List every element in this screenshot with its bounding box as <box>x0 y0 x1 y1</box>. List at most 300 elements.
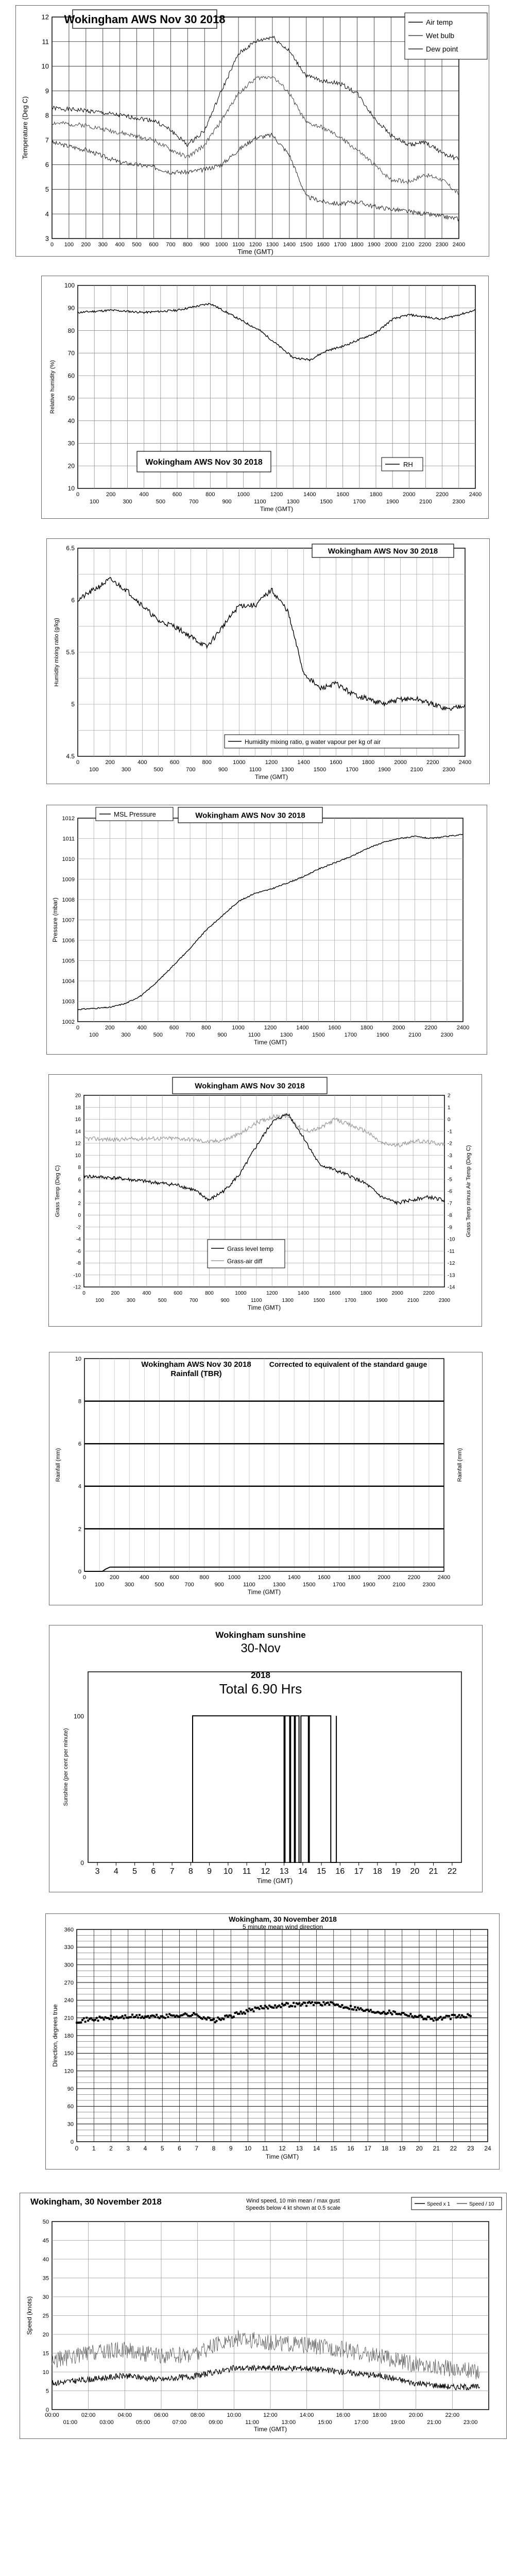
x-tick-label: 15 <box>317 1867 327 1876</box>
direction-point <box>293 2002 295 2004</box>
y-tick-label: 0 <box>78 1568 81 1575</box>
x-tick-label: 900 <box>217 1032 227 1038</box>
y-tick-label: -6 <box>76 1248 81 1255</box>
series-line-speed-mean <box>52 2365 479 2390</box>
x-tick-label: 21:00 <box>427 2419 441 2426</box>
x-axis-label: Time (GMT) <box>254 773 288 781</box>
x-tick-label: 00:00 <box>45 2412 59 2418</box>
legend-label: Grass-air diff <box>227 1258 263 1265</box>
x-tick-label: 1200 <box>249 242 262 248</box>
chart-title: Wokingham AWS Nov 30 2018 <box>64 12 226 26</box>
x-tick-label: 2200 <box>436 492 449 498</box>
chart-title: Wokingham, 30 November 2018 <box>229 1915 337 1923</box>
series-line-sunshine <box>193 1716 336 1862</box>
x-tick-label: 19 <box>399 2145 406 2152</box>
y-tick-label: 1006 <box>62 937 75 944</box>
x-tick-label: 2000 <box>394 759 407 766</box>
x-tick-label: 2100 <box>402 242 415 248</box>
x-tick-label: 9 <box>207 1867 212 1876</box>
direction-point <box>205 2019 208 2021</box>
direction-point <box>354 2006 356 2008</box>
direction-point <box>459 2016 461 2019</box>
y-tick-label: 20 <box>67 462 75 470</box>
y-tick-label: 50 <box>67 395 75 402</box>
x-tick-label: 21 <box>428 1867 438 1876</box>
x-tick-label: 5 <box>160 2145 164 2152</box>
y-tick-label: 4 <box>78 1189 81 1195</box>
x-tick-label: 2300 <box>440 1032 454 1038</box>
direction-point <box>97 2020 99 2022</box>
x-tick-label: 1300 <box>282 1298 294 1303</box>
direction-point <box>94 2019 96 2021</box>
direction-point <box>238 2013 241 2015</box>
direction-point <box>353 2009 355 2011</box>
x-tick-label: 200 <box>81 242 91 248</box>
y-tick-label: 30 <box>67 439 75 447</box>
x-tick-label: 600 <box>169 1025 179 1031</box>
x-tick-label: 1000 <box>235 1291 247 1296</box>
pressure-chart-frame <box>46 805 487 1055</box>
x-tick-label: 500 <box>158 1298 167 1303</box>
y-tick-label: 40 <box>67 417 75 425</box>
direction-point <box>213 2018 215 2020</box>
x-tick-label: 800 <box>183 242 193 248</box>
direction-point <box>222 2018 225 2020</box>
x-tick-label: 18 <box>381 2145 389 2152</box>
x-tick-label: 13 <box>279 1867 289 1876</box>
x-tick-label: 0 <box>76 492 80 498</box>
x-tick-label: 2300 <box>452 499 466 505</box>
direction-point <box>109 2018 111 2020</box>
direction-point <box>294 2006 296 2008</box>
direction-point <box>305 2005 307 2007</box>
y-tick-label: 60 <box>67 372 75 380</box>
direction-point <box>454 2014 456 2016</box>
x-tick-label: 1700 <box>353 499 366 505</box>
direction-point <box>240 2011 242 2013</box>
x-tick-label: 22 <box>447 1867 457 1876</box>
y-tick-label: 6 <box>71 597 75 604</box>
x-tick-label: 200 <box>106 492 116 498</box>
direction-point <box>156 2014 158 2016</box>
y-tick-label: 10 <box>75 1153 81 1159</box>
x-tick-label: 2200 <box>423 1291 435 1296</box>
x-tick-label: 1100 <box>251 1298 262 1303</box>
y-tick-label-right: -2 <box>448 1141 452 1147</box>
y-tick-label: 1012 <box>62 815 75 822</box>
direction-point <box>230 2015 232 2017</box>
direction-point <box>111 2018 113 2020</box>
x-tick-label: 1500 <box>303 1582 316 1588</box>
x-tick-label: 12 <box>261 1867 270 1876</box>
x-tick-label: 1900 <box>378 767 391 773</box>
relative-humidity-chart <box>42 276 488 518</box>
x-tick-label: 300 <box>125 1582 134 1588</box>
y-tick-label: 150 <box>64 2050 74 2057</box>
x-tick-label: 700 <box>185 1032 195 1038</box>
x-tick-label: 1800 <box>369 492 383 498</box>
x-tick-label: 0 <box>50 242 54 248</box>
chart-subtitle: 30-Nov <box>241 1641 281 1655</box>
y-tick-label-right: -1 <box>448 1129 452 1135</box>
x-tick-label: 1200 <box>264 1025 277 1031</box>
direction-point <box>80 2022 82 2024</box>
legend-label: Wet bulb <box>426 31 454 40</box>
direction-point <box>101 2016 104 2019</box>
x-tick-label: 800 <box>205 492 215 498</box>
y-tick-label: 80 <box>67 327 75 334</box>
y-tick-label: 120 <box>64 2068 74 2075</box>
x-tick-label: 2100 <box>410 767 423 773</box>
x-tick-label: 1900 <box>386 499 399 505</box>
x-axis-label: Time (GMT) <box>253 1039 287 1046</box>
y-tick-label: 6 <box>45 161 49 169</box>
x-tick-label: 1900 <box>363 1582 375 1588</box>
y-tick-label: -4 <box>76 1236 81 1243</box>
x-tick-label: 12:00 <box>263 2412 278 2418</box>
y-axis-label-right: Grass Temp minus Air Temp (Deg C) <box>466 1145 472 1238</box>
x-tick-label: 3 <box>126 2145 130 2152</box>
x-tick-label: 11 <box>242 1867 251 1876</box>
series-line-grass-level-temp <box>84 1114 444 1205</box>
sunshine-chart <box>49 1625 482 1892</box>
x-axis-label: Time (GMT) <box>237 248 273 256</box>
x-axis-label: Time (GMT) <box>247 1304 281 1311</box>
y-tick-label: 1002 <box>62 1019 75 1025</box>
x-tick-label: 03:00 <box>99 2419 114 2426</box>
x-tick-label: 4 <box>113 1867 118 1876</box>
y-tick-label: 90 <box>67 304 75 312</box>
x-tick-label: 2200 <box>424 1025 437 1031</box>
x-tick-label: 1500 <box>300 242 313 248</box>
direction-point <box>244 2012 246 2014</box>
y-tick-label-right: -9 <box>448 1225 452 1231</box>
x-tick-label: 2300 <box>442 767 455 773</box>
y-tick-label: 6 <box>78 1177 81 1183</box>
legend-label: Humidity mixing ratio, g water vapour per kg of air <box>245 738 381 745</box>
direction-point <box>328 2004 330 2006</box>
x-tick-label: 700 <box>188 499 199 505</box>
y-tick-label-right: -6 <box>448 1189 452 1195</box>
x-tick-label: 16 <box>347 2145 354 2152</box>
x-tick-label: 100 <box>95 1298 104 1303</box>
x-tick-label: 300 <box>126 1298 135 1303</box>
x-tick-label: 1600 <box>329 1291 341 1296</box>
y-tick-label: 20 <box>75 1093 81 1099</box>
y-tick-label: 5 <box>45 2388 49 2395</box>
y-tick-label: 210 <box>64 2015 74 2022</box>
direction-point <box>428 2016 430 2018</box>
y-tick-label: 4.5 <box>66 753 75 760</box>
x-tick-label: 600 <box>169 1574 179 1581</box>
x-tick-label: 17:00 <box>354 2419 369 2426</box>
y-tick-label: 15 <box>42 2350 49 2357</box>
y-tick-label: 1009 <box>62 876 75 883</box>
x-tick-label: 100 <box>64 242 74 248</box>
x-tick-label: 2000 <box>377 1574 390 1581</box>
x-tick-label: 1400 <box>303 492 316 498</box>
x-tick-label: 21 <box>433 2145 440 2152</box>
direction-point <box>96 2017 98 2019</box>
x-tick-label: 1700 <box>346 767 358 773</box>
direction-point <box>263 2007 265 2009</box>
x-tick-label: 1000 <box>233 759 246 766</box>
y-tick-label-right: -5 <box>448 1177 452 1183</box>
direction-point <box>191 2014 193 2016</box>
chart-title: Wokingham AWS Nov 30 2018 <box>141 1360 251 1369</box>
direction-point <box>274 2004 276 2006</box>
x-tick-label: 1100 <box>248 1032 261 1038</box>
y-tick-label: 8 <box>78 1165 81 1171</box>
x-tick-label: 1700 <box>345 1298 356 1303</box>
y-axis-label: Grass Temp (Deg C) <box>55 1165 61 1217</box>
y-tick-label: 60 <box>67 2104 74 2110</box>
x-tick-label: 1900 <box>376 1032 389 1038</box>
y-tick-label-right: -11 <box>448 1248 455 1255</box>
direction-point <box>434 2017 436 2019</box>
y-axis-label: Humidity mixing ratio (g/kg) <box>54 618 60 687</box>
x-tick-label: 800 <box>205 1291 214 1296</box>
x-tick-label: 17 <box>364 2145 371 2152</box>
x-tick-label: 2100 <box>408 1032 421 1038</box>
y-tick-label: 1004 <box>62 978 75 985</box>
y-tick-label: 10 <box>67 485 75 493</box>
direction-point <box>425 2018 427 2020</box>
x-tick-label: 300 <box>123 499 132 505</box>
x-tick-label: 0 <box>76 1025 80 1031</box>
x-tick-label: 1300 <box>266 242 279 248</box>
x-tick-label: 2100 <box>419 499 432 505</box>
y-tick-label: 10 <box>42 2369 49 2376</box>
x-tick-label: 2000 <box>385 242 398 248</box>
direction-point <box>291 2005 293 2007</box>
direction-point <box>391 2013 393 2015</box>
x-tick-label: 2000 <box>392 1025 405 1031</box>
x-tick-label: 1300 <box>272 1582 286 1588</box>
direction-point <box>83 2017 85 2019</box>
y-tick-label-right: -10 <box>448 1236 455 1243</box>
x-tick-label: 8 <box>212 2145 216 2152</box>
chart-title: Wokingham AWS Nov 30 2018 <box>195 811 305 820</box>
direction-point <box>350 2005 352 2007</box>
x-tick-label: 1100 <box>254 499 266 505</box>
direction-point <box>267 2007 269 2009</box>
x-tick-label: 1100 <box>243 1582 255 1588</box>
x-tick-label: 15 <box>330 2145 337 2152</box>
y-tick-label: 100 <box>64 282 75 290</box>
x-tick-label: 2200 <box>426 759 439 766</box>
y-axis-label: Temperature (Deg C) <box>21 96 29 160</box>
x-tick-label: 20 <box>416 2145 423 2152</box>
x-tick-label: 400 <box>139 492 149 498</box>
chart-title: Wokingham AWS Nov 30 2018 <box>328 547 438 556</box>
x-tick-label: 2400 <box>456 1025 470 1031</box>
x-tick-label: 2300 <box>435 242 449 248</box>
x-tick-label: 13 <box>296 2145 303 2152</box>
x-tick-label: 1400 <box>287 1574 301 1581</box>
direction-point <box>247 2010 249 2012</box>
x-tick-label: 1600 <box>330 759 342 766</box>
x-tick-label: 700 <box>184 1582 194 1588</box>
direction-point <box>433 2020 435 2022</box>
x-tick-label: 1600 <box>317 242 330 248</box>
x-tick-label: 2400 <box>458 759 472 766</box>
x-tick-label: 400 <box>115 242 125 248</box>
direction-point <box>387 2012 389 2014</box>
x-tick-label: 22:00 <box>445 2412 460 2418</box>
direction-point <box>272 2007 274 2009</box>
y-tick-label: 100 <box>73 1713 84 1720</box>
y-tick-label: 1011 <box>62 836 75 842</box>
x-axis-label: Time (GMT) <box>253 2426 287 2433</box>
chart-title: Wokingham, 30 November 2018 <box>30 2197 162 2207</box>
y-tick-label: -10 <box>73 1273 81 1279</box>
x-tick-label: 18 <box>372 1867 382 1876</box>
direction-point <box>84 2021 87 2023</box>
humidity-chart-frame <box>41 276 489 519</box>
x-tick-label: 900 <box>214 1582 224 1588</box>
x-tick-label: 300 <box>121 1032 131 1038</box>
x-tick-label: 1700 <box>334 242 347 248</box>
y-tick-label: 90 <box>67 2086 74 2092</box>
x-tick-label: 500 <box>153 767 163 773</box>
y-tick-label: 12 <box>41 13 49 21</box>
y-tick-label: 5 <box>71 701 75 708</box>
x-tick-label: 2400 <box>452 242 466 248</box>
direction-point <box>370 2009 372 2011</box>
grass-temp-chart-frame <box>48 1074 482 1327</box>
y-tick-label: 5.5 <box>66 649 75 656</box>
y-tick-label: 30 <box>42 2294 49 2300</box>
y-tick-label: 35 <box>42 2275 49 2282</box>
direction-point <box>458 2014 460 2016</box>
direction-point <box>318 2002 320 2004</box>
x-tick-label: 800 <box>199 1574 209 1581</box>
x-tick-label: 1500 <box>320 499 333 505</box>
wind-speed-chart-frame <box>20 2193 507 2439</box>
x-tick-label: 1900 <box>376 1298 388 1303</box>
x-tick-label: 02:00 <box>81 2412 96 2418</box>
direction-point <box>159 2017 161 2019</box>
y-tick-label: 50 <box>42 2218 49 2225</box>
y-tick-label-right: 0 <box>448 1117 451 1123</box>
x-tick-label: 9 <box>229 2145 233 2152</box>
x-tick-label: 23 <box>467 2145 474 2152</box>
x-tick-label: 400 <box>137 1025 147 1031</box>
x-tick-label: 7 <box>169 1867 175 1876</box>
y-tick-label: 0 <box>70 2139 74 2145</box>
direction-point <box>304 2002 306 2004</box>
x-tick-label: 1500 <box>313 767 327 773</box>
x-tick-label: 100 <box>94 1582 105 1588</box>
direction-point <box>135 2014 138 2016</box>
direction-point <box>287 2003 289 2005</box>
y-tick-label: 240 <box>64 1997 74 2004</box>
x-tick-label: 09:00 <box>209 2419 223 2426</box>
x-tick-label: 200 <box>105 759 115 766</box>
x-tick-label: 2200 <box>418 242 432 248</box>
y-tick-label: 1007 <box>62 917 75 924</box>
direction-point <box>313 2004 315 2006</box>
direction-point <box>355 2009 357 2011</box>
x-tick-label: 1600 <box>328 1025 341 1031</box>
y-tick-label: -8 <box>76 1261 81 1266</box>
x-tick-label: 2 <box>109 2145 113 2152</box>
x-tick-label: 500 <box>154 1582 164 1588</box>
x-tick-label: 1100 <box>232 242 245 248</box>
temperature-chart-frame <box>15 5 489 257</box>
x-tick-label: 900 <box>200 242 210 248</box>
x-tick-label: 100 <box>89 499 99 505</box>
x-tick-label: 100 <box>89 767 99 773</box>
x-tick-label: 2100 <box>407 1298 419 1303</box>
y-tick-label: 14 <box>75 1129 81 1135</box>
x-tick-label: 24 <box>484 2145 491 2152</box>
chart-title: Wokingham AWS Nov 30 2018 <box>195 1081 305 1091</box>
x-axis-label: Time (GMT) <box>256 1877 293 1885</box>
x-tick-label: 5 <box>132 1867 138 1876</box>
series-line-grass-air-diff <box>84 1114 444 1147</box>
direction-point <box>348 2008 350 2010</box>
direction-point <box>321 2005 323 2007</box>
direction-point <box>259 2008 261 2010</box>
direction-point <box>166 2013 168 2015</box>
y-tick-label: 11 <box>42 38 49 46</box>
x-tick-label: 01:00 <box>63 2419 78 2426</box>
x-tick-label: 1300 <box>286 499 300 505</box>
legend-label: RH <box>403 461 413 468</box>
y-tick-label: 4 <box>78 1483 81 1490</box>
direction-point <box>154 2016 156 2018</box>
x-tick-label: 17 <box>354 1867 364 1876</box>
x-tick-label: 1700 <box>344 1032 357 1038</box>
x-tick-label: 900 <box>222 499 232 505</box>
direction-point <box>148 2016 150 2019</box>
direction-point <box>465 2016 467 2019</box>
y-tick-label: 20 <box>42 2331 49 2338</box>
x-tick-label: 1000 <box>215 242 228 248</box>
direction-point <box>167 2016 169 2018</box>
chart-subtitle: 5 minute mean wind direction <box>242 1923 323 1930</box>
y-tick-label: 0 <box>80 1859 84 1867</box>
y-tick-label: 360 <box>64 1926 74 1933</box>
y-axis-label: Relative humidity (%) <box>49 360 56 414</box>
direction-point <box>260 2005 262 2007</box>
direction-point <box>103 2019 105 2021</box>
pressure-chart <box>47 805 487 1054</box>
chart-title: Wokingham sunshine <box>215 1630 306 1640</box>
x-tick-label: 1900 <box>368 242 381 248</box>
x-tick-label: 700 <box>186 767 196 773</box>
direction-point <box>409 2013 411 2015</box>
x-tick-label: 500 <box>132 242 142 248</box>
x-tick-label: 1000 <box>228 1574 241 1581</box>
y-tick-label: 18 <box>75 1105 81 1111</box>
y-tick-label: 7 <box>45 136 49 144</box>
x-tick-label: 100 <box>89 1032 99 1038</box>
direction-point <box>216 2020 218 2022</box>
sunshine-total: Total 6.90 Hrs <box>219 1681 302 1697</box>
y-axis-label: Pressure (mbar) <box>52 897 59 942</box>
x-tick-label: 400 <box>140 1574 149 1581</box>
x-tick-label: 05:00 <box>135 2419 150 2426</box>
x-tick-label: 2000 <box>403 492 416 498</box>
legend-label: Speed x 1 <box>427 2201 451 2207</box>
rainfall-chart-frame <box>49 1352 483 1605</box>
direction-point <box>130 2016 132 2018</box>
x-tick-label: 1600 <box>318 1574 331 1581</box>
x-tick-label: 800 <box>201 1025 211 1031</box>
